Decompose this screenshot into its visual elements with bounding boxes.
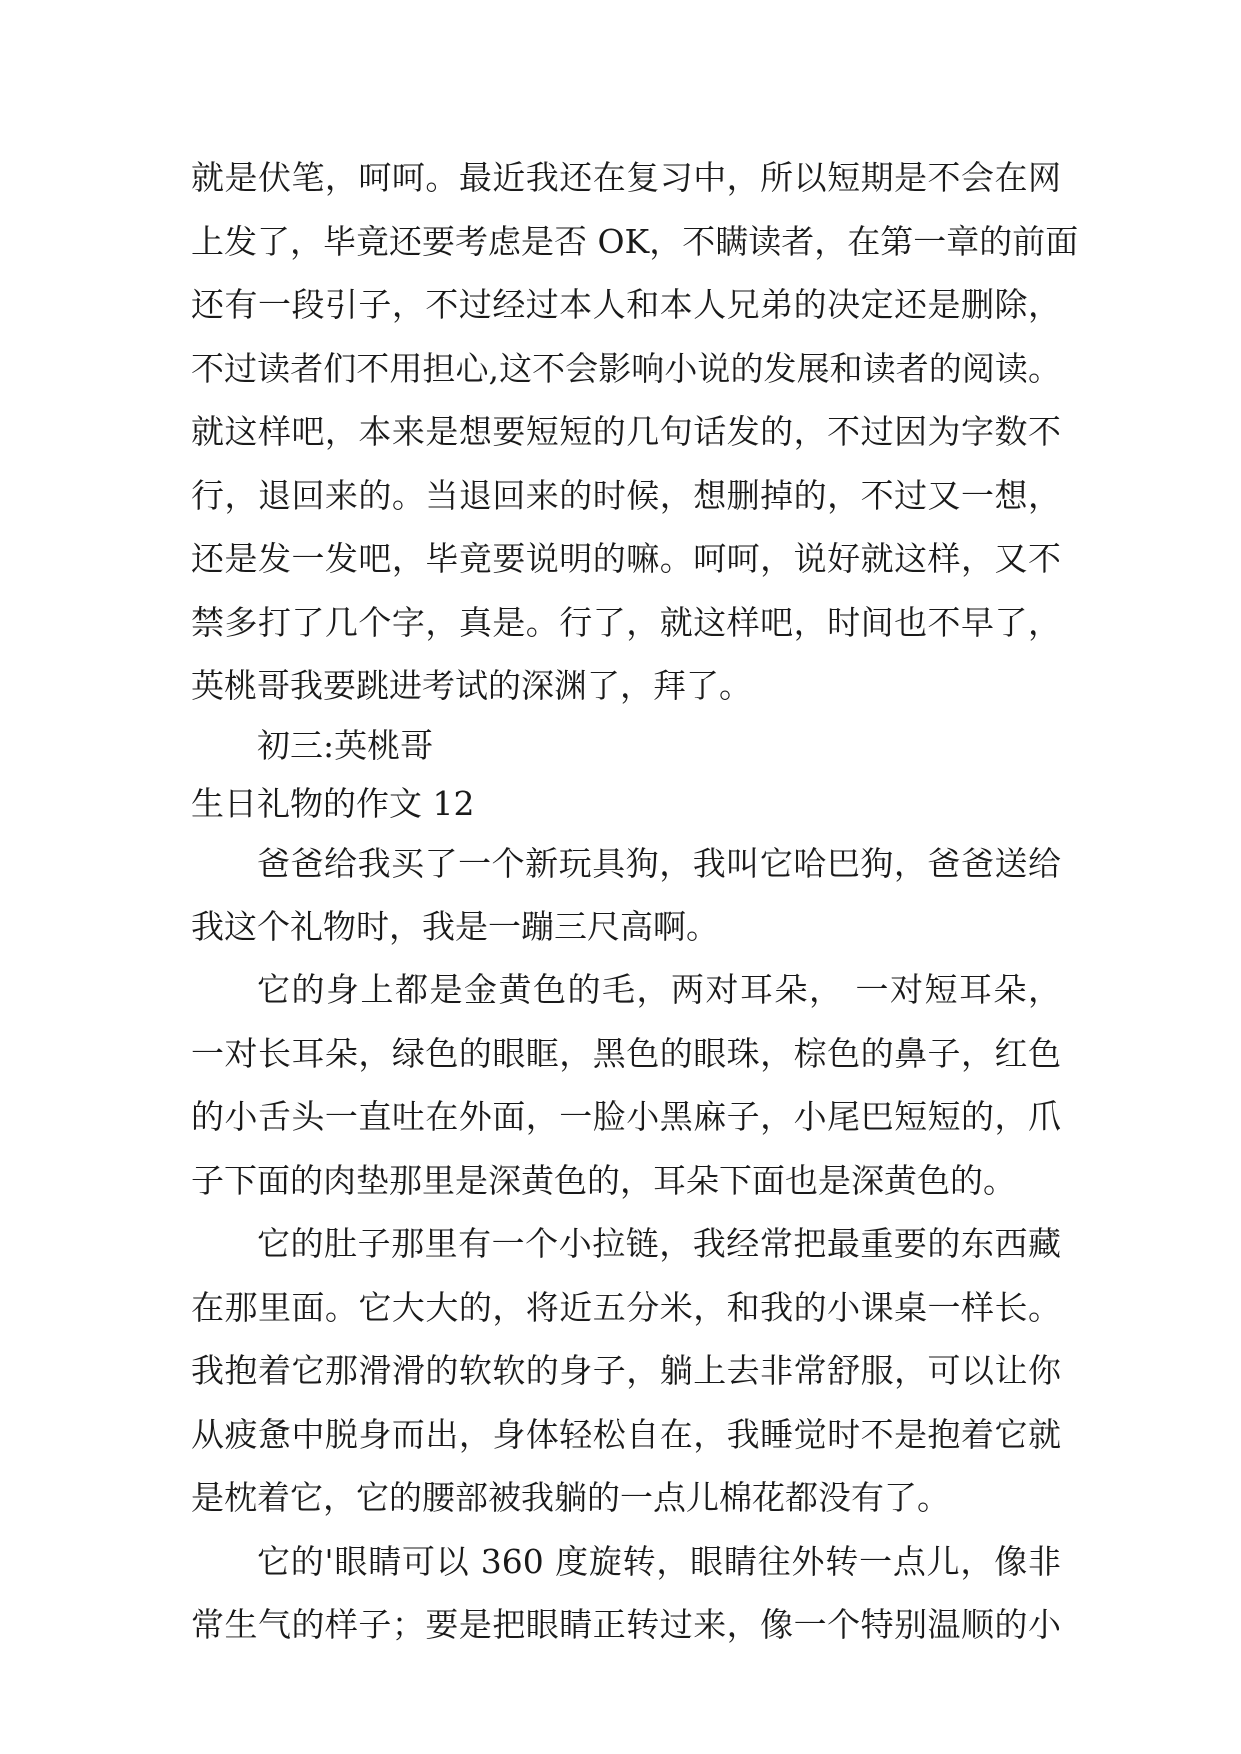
paragraph-line: 是枕着它，它的腰部被我躺的一点儿棉花都没有了。 <box>191 1478 950 1517</box>
paragraph-line: 从疲惫中脱身而出，身体轻松自在，我睡觉时不是抱着它就 <box>191 1415 1061 1454</box>
paragraph-line: 一对长耳朵，绿色的眼眶，黑色的眼珠，棕色的鼻子，红色 <box>191 1034 1061 1073</box>
author-signature: 初三:英桃哥 <box>257 726 434 765</box>
paragraph-line: 常生气的样子；要是把眼睛正转过来，像一个特别温顺的小 <box>191 1605 1061 1644</box>
paragraph-line: 就这样吧，本来是想要短短的几句话发的，不过因为字数不 <box>191 412 1061 451</box>
paragraph-line: 禁多打了几个字，真是。行了，就这样吧，时间也不早了， <box>191 603 1061 642</box>
paragraph-line: 我抱着它那滑滑的软软的身子，躺上去非常舒服，可以让你 <box>191 1351 1061 1390</box>
paragraph-line: 的小舌头一直吐在外面，一脸小黑麻子，小尾巴短短的，爪 <box>191 1097 1061 1136</box>
paragraph-line: 它的身上都是金黄色的毛，两对耳朵， 一对短耳朵， <box>257 970 1061 1009</box>
essay-title: 生日礼物的作文 12 <box>191 784 475 823</box>
paragraph-line: 还是发一发吧，毕竟要说明的嘛。呵呵，说好就这样，又不 <box>191 539 1061 578</box>
paragraph-line: 在那里面。它大大的，将近五分米，和我的小课桌一样长。 <box>191 1288 1061 1327</box>
paragraph-line: 不过读者们不用担心,这不会影响小说的发展和读者的阅读。 <box>191 349 1061 388</box>
paragraph-line: 爸爸给我买了一个新玩具狗，我叫它哈巴狗，爸爸送给 <box>257 844 1061 883</box>
paragraph-line: 就是伏笔，呵呵。最近我还在复习中，所以短期是不会在网 <box>191 158 1061 197</box>
paragraph-line: 它的肚子那里有一个小拉链，我经常把最重要的东西藏 <box>257 1224 1061 1263</box>
paragraph-line: 我这个礼物时，我是一蹦三尺高啊。 <box>191 907 719 946</box>
paragraph-line: 行，退回来的。当退回来的时候，想删掉的，不过又一想， <box>191 476 1061 515</box>
paragraph-line: 它的'眼睛可以 360 度旋转，眼睛往外转一点儿，像非 <box>257 1542 1061 1581</box>
paragraph-line: 还有一段引子，不过经过本人和本人兄弟的决定还是删除， <box>191 285 1061 324</box>
paragraph-line: 子下面的肉垫那里是深黄色的，耳朵下面也是深黄色的。 <box>191 1161 1016 1200</box>
paragraph-line: 上发了，毕竟还要考虑是否 OK，不瞒读者，在第一章的前面 <box>191 222 1079 261</box>
paragraph-line: 英桃哥我要跳进考试的深渊了，拜了。 <box>191 666 752 705</box>
